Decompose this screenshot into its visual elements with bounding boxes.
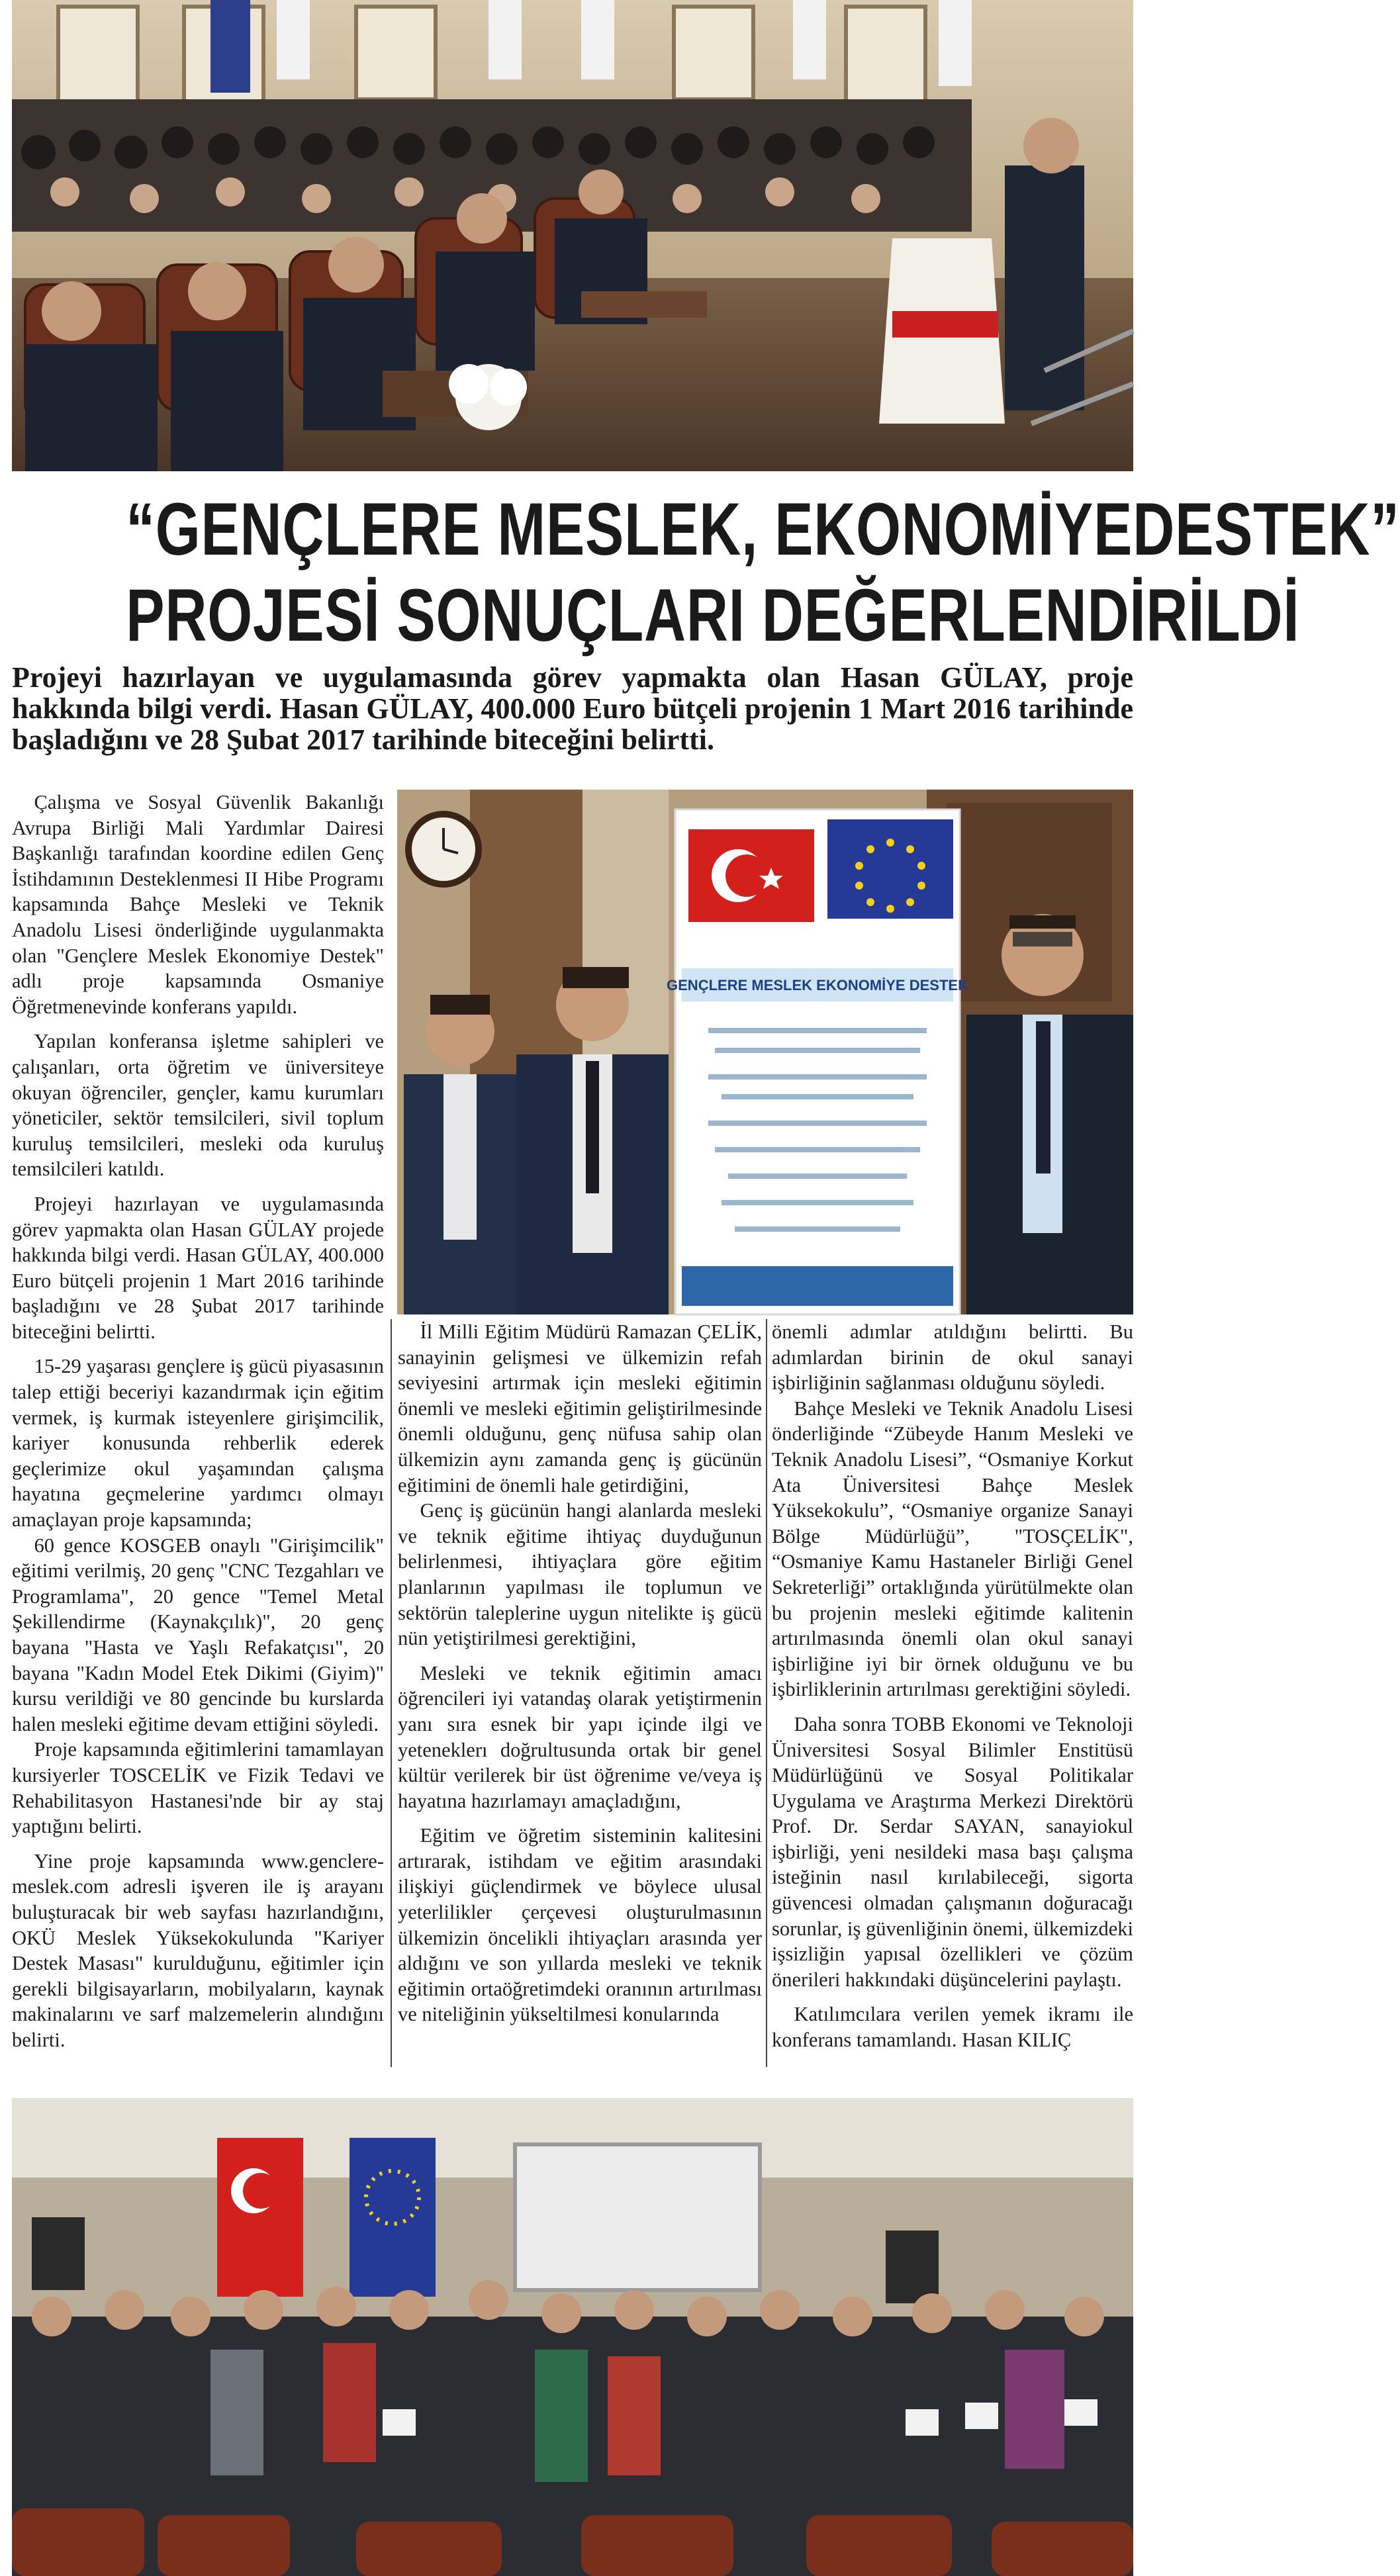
column-divider <box>766 1319 767 2067</box>
article-column-2 <box>398 1319 762 2027</box>
lead-paragraph <box>12 662 1133 755</box>
col2-paragraph: Genç iş gücünün hangi alanlarda mesleki ve teknik eğitime ihtiyaç duyduğunun belirlenmesi, ihtiyaçlara göre eğitim planlarının yapılması ile toplumun ve sektörün taleplerine uygun nitelikte iş gücü nün yetiştirilmesi gerektiğini, <box>398 1499 762 1650</box>
headline-line-2: PROJESİ SONUÇLARI DEĞERLENDİRİLDİ <box>126 574 1300 657</box>
article-column-1 <box>12 790 384 2053</box>
col1-paragraph: Yine proje kapsamında www.genclere-meslek.com adresli işveren ile iş arayanı buluşturacak bir web sayfası hazırlandığını, OKÜ Meslek Yüksekokulunda "Kariyer Destek Masası" kurulduğunu, eğitimler için gerekli bilgisayarların, mobilyaların, kaynak makinalarını ve sarf malzemelerin alındığını belirti. <box>12 1849 384 2051</box>
col3-paragraph: önemli adımlar atıldığını belirtti. Bu adımlardan birinin de okul sanayi işbirliğinin sağlanması olduğunu söyledi. <box>772 1320 1133 1395</box>
headline-line-1: “GENÇLERE MESLEK, EKONOMİYEDESTEK” <box>126 488 1400 571</box>
col3-paragraph: Bahçe Mesleki ve Teknik Anadolu Lisesi önderliğinde “Zübeyde Hanım Mesleki ve Teknik Anadolu Lisesi”, “Osmaniye Korkut Ata Üniversitesi Bahçe Meslek Yüksekokulu”, “Osmaniye organize Sanayi Bölge Müdürlüğü”, "TOSÇELİK", “Osmaniye Kamu Hastaneler Birliği Genel Sekreterliği” ortaklığında yürütülmekte olan bu projenin mesleki eğitimde kalitenin artırılmasında önemli olan okul sanayi işbirliğine iyi bir örnek olduğunu ve bu işbirliklerinin artırılması gerektiğini söyledi. <box>772 1397 1133 1701</box>
col3-paragraph: Daha sonra TOBB Ekonomi ve Teknoloji Üniversitesi Sosyal Bilimler Enstitüsü Müdürlüğünü ve Sosyal Politikalar Uygulama ve Araştırma Merkezi Direktörü Prof. Dr. Serdar SAYAN, sanayiokul işbirliği, yeni nesildeki masa başı çalışma isteğinin nasıl kırılabileceği, sigorta güvencesi olmadan çalışmanın doğuracağı sorunlar, iş güvenliğinin önemi, ülkemizdeki işsizliğin yapısal özellikleri ve çözüm önerileri hakkındaki düşüncelerini paylaştı. <box>772 1712 1133 1991</box>
col2-paragraph: Mesleki ve teknik eğitimin amacı öğrencileri iyi vatandaş olarak yetiştirmenin yanı sıra esnek bir yapı içinde ilgi ve yeteneklerı doğrultusunda ortak bir genel kültür verilerek bir üst öğrenime ve/veya iş hayatına hazırlamayı amaçladığını, <box>398 1661 762 1812</box>
col2-paragraph: İl Milli Eğitim Müdürü Ramazan ÇELİK, sanayinin gelişmesi ve ülkemizin refah seviyesini artırmak için mesleki eğitimin önemli ve mesleki eğitimin geliştirilmesinde önemli olduğunu, genç nüfusa sahip olan ülkemizin aynı zamanda genç iş gücünün eğitimini de önemli hale getirdiğini, <box>398 1320 762 1496</box>
col1-paragraph: Çalışma ve Sosyal Güvenlik Bakanlığı Avrupa Birliği Mali Yardımlar Dairesi Başkanlığı tarafından koordine edilen Genç İstihdamının Desteklenmesi II Hibe Programı kapsamında Bahçe Mesleki ve Teknik Anadolu Lisesi önderliğinde uygulanmakta olan "Gençlere Meslek Ekonomiye Destek" adlı proje kapsamında Osmaniye Öğretmenevinde konferans yapıldı. <box>12 791 384 1018</box>
col1-paragraph: 60 gence KOSGEB onaylı "Girişimcilik" eğitimi verilmiş, 20 genç "CNC Tezgahları ve Programlama", 20 gence "Temel Metal Şekillendirme (Kaynakçılık)", 20 genç bayana "Hasta ve Yaşlı Refakatçısı", 20 bayana "Kadın Model Etek Dikimi (Giyim)" kursu verildiği ve 80 gencinde bu kurslarda halen mesleki eğitime devam ettiğini söyledi. <box>12 1534 384 1735</box>
banner-title: GENÇLERE MESLEK EKONOMİYE DESTEK <box>667 977 968 993</box>
col3-paragraph: Katılımcılara verilen yemek ikramı ile konferans tamamlandı. Hasan KILIÇ <box>772 2003 1133 2052</box>
column-divider <box>391 1319 392 2067</box>
group-photo <box>12 2098 1133 2576</box>
lead-text: Projeyi hazırlayan ve uygulamasında görev yapmakta olan Hasan GÜLAY, proje hakkında bilgi verdi. Hasan GÜLAY, 400.000 Euro bütçeli projenin 1 Mart 2016 tarihinde başladığını ve 28 Şubat 2017 tarihinde biteceğini belirtti. <box>12 661 1133 756</box>
col1-paragraph: Yapılan konferansa işletme sahipleri ve çalışanları, orta öğretim ve üniversiteye okuyan öğrenciler, gençler, kamu kurumları yöneticiler, sektör temsilcileri, sivil toplum kuruluş temsilcileri, mesleki oda kuruluş temsilcileri katıldı. <box>12 1030 384 1181</box>
col1-paragraph: 15-29 yaşarası gençlere iş gücü piyasasının talep ettiği beceriyi kazandırmak için eğitim vermek, iş kurmak isteyenlere girişimcilik, kariyer konusunda rehberlik ederek geçlerimize okul yaşamından çalışma hayatına geçmelerine yardımcı olmayı amaçlayan proje kapsamında; <box>12 1355 384 1532</box>
col1-paragraph: Projeyi hazırlayan ve uygulamasında görev yapmakta olan Hasan GÜLAY projede hakkında bilgi verdi. Hasan GÜLAY, 400.000 Euro bütçeli projenin 1 Mart 2016 tarihinde başladığını ve 28 Şubat 2017 tarihinde biteceğini belirtti. <box>12 1192 384 1343</box>
officials-photo <box>397 790 1133 1314</box>
article-column-3 <box>772 1319 1133 2053</box>
conference-photo <box>12 0 1133 471</box>
col2-paragraph: Eğitim ve öğretim sisteminin kalitesini artırarak, istihdam ve eğitim arasındaki ilişkiyi güçlendirmek ve böylece ulusal yeterlilikler çerçevesi oluşturulmasının ülkemizin öncelikli ihtiyaçları arasında yer aldığını ve son yıllarda mesleki ve teknik eğitimin ortaöğretimdeki oranının artırılması ve niteliğinin yükseltilmesi konularında <box>398 1824 762 2026</box>
col1-paragraph: Proje kapsamında eğitimlerini tamamlayan kursiyerler TOSCELİK ve Fizik Tedavi ve Rehabilitasyon Hastanesi'nde bir ay staj yaptığını belirti. <box>12 1738 384 1838</box>
